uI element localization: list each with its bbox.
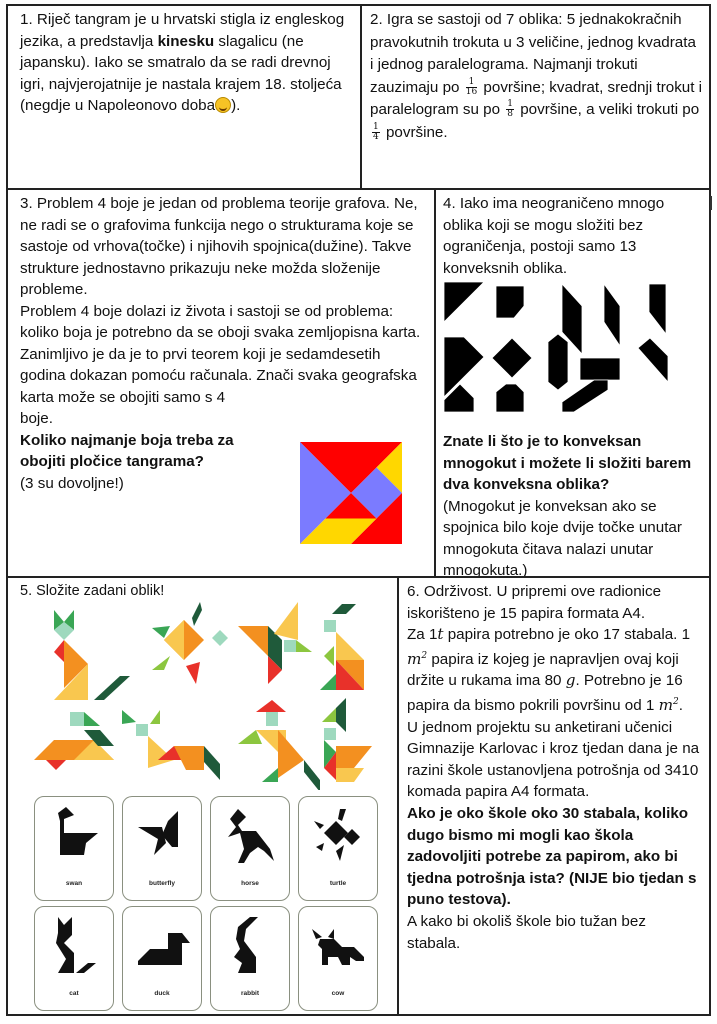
cell-build-shapes [6,576,399,1016]
colored-swan [322,698,372,782]
cell2-part1: 2. Igra se sastoji od 7 oblika: 5 jednakokračnih pravokutnih trokuta u 3 veličine, jednog kvadrata i jednog paralelograma. Najmanji trokuti zauzimaju po [370,11,696,96]
card-horse [210,796,290,901]
convex-shape-8 [548,334,568,390]
fraction-one-quarter [372,123,380,142]
colored-bird-2 [238,700,320,790]
tangram-three-color-image [300,442,402,544]
smiley-emoji-icon [215,97,231,113]
cell3-question-line2: obojiti pločice tangrama? [20,453,204,470]
colored-fox [122,710,220,780]
cell6-bold-question: Ako je oko škole oko 30 stabala, koliko dugo bismo mi mogli kao škola zadovoljiti potrebe za papirom, ako bi tjedna potrošnja ista? (NIJE bio tjedan s puno testova). [407,805,697,909]
cell4-question [443,431,703,496]
cell4-explanation: (Mnogokut je konveksan ako se spojnica bilo koje dvije točke unutar mnogokuta čitava nalazi unutar mnogokuta.) [443,497,682,579]
unit-exponent: 2 [421,650,428,661]
cell3-answer: (3 su dovoljne!) [20,474,124,492]
card-label-duck: duck [154,989,170,997]
duck-silhouette-icon [132,913,192,983]
frac2-numerator: 1 [507,99,513,110]
frac3-numerator: 1 [373,121,379,132]
cell4-question-text: Znate li što je to konveksan mnogokut i možete li složiti barem dva konveksna oblika? [443,433,692,493]
unit-tonne: t [437,625,444,644]
cell-tangram-origin [6,4,362,190]
rabbit-silhouette-icon [220,913,280,983]
unit-m-2: m [658,696,673,715]
frac3-denominator: 4 [373,131,379,142]
convex-shape-2 [496,286,524,318]
cell6-line-d: . Potrebno je 16 papira da bismo pokrili površinu od 1 [407,672,683,715]
cell6-line-c: papira iz kojeg je napravljen ovaj koji držite u rukama ima 80 [407,650,679,690]
cow-silhouette-icon [308,913,368,983]
cell1-text-end: ). [231,97,241,114]
frac1-numerator: 1 [466,78,477,88]
unit-m: m [407,649,422,668]
card-label-butterfly: butterfly [149,879,175,887]
convex-shape-1 [444,282,484,322]
cell3-question-line1: Koliko najmanje boja treba za [20,431,234,449]
cell3-paragraph1: 3. Problem 4 boje je jedan od problema teorije grafova. Ne, ne radi se o grafovima funkcija nego o strukturama koje se sastoje od vrhova(točke) i njihovih spojnica(dužine). Takve strukture jednostavno prikazuju neke možda složenije probleme. [20,195,418,298]
cell1-text-cont: slagalicu (ne japansku). Iako se smatralo da se radi drevnoj igri, najvjerojatnije je nastala krajem 18. stoljeća (negdje u Napoleonovo doba [20,32,342,114]
cell4-intro: 4. Iako ima neograničeno mnogo oblika koji se mogu složiti bez ograničenja, postoji samo 13 konveksnih oblika. [443,195,665,277]
colored-rabbit [320,604,364,690]
cell3-paragraph2c: boje. [20,410,53,427]
fraction-one-eighth [506,100,514,119]
unit-gram: g [565,671,576,690]
convex-shape-5 [649,284,666,334]
card-label-rabbit: rabbit [240,989,260,997]
frac2-denominator: 8 [507,109,513,120]
colored-bird [238,602,312,684]
divider-mark [710,196,712,210]
cell2-part3: površine, a veliki trokuti po [520,101,700,118]
butterfly-silhouette-icon [132,803,192,873]
convex-shape-7 [492,338,532,378]
cell5-title: 5. Složite zadani oblik! [20,583,165,599]
colored-cat [54,610,130,700]
frac1-denominator: 16 [465,86,478,97]
card-label-swan: swan [65,879,83,887]
cell-convex-shapes [434,188,711,578]
cell-four-color-problem [6,188,436,578]
convex-shape-9 [580,358,620,380]
cell3-paragraph2b: karta može se obojiti samo s 4 [20,388,226,406]
unit-square-metre-2 [659,696,679,714]
card-swan [34,796,114,901]
colored-duck [34,712,114,770]
cell-sustainability [397,576,711,1016]
card-butterfly [122,796,202,901]
cell6-closing: A kako bi okoliš škole bio tužan bez stabala. [407,913,646,952]
card-label-cow: cow [331,989,345,997]
cat-silhouette-icon [44,913,104,983]
cell6-line-b-pre: Za 1 [407,626,438,644]
card-cow [298,906,378,1011]
colored-tangram-animals-image [24,600,384,790]
cell1-text: 1. Riječ tangram je u hrvatski stigla iz engleskog jezika, a predstavlja [20,11,345,50]
cell-tangram-pieces [360,4,711,190]
unit-exponent-2: 2 [672,697,679,708]
cell6-line-b-post: papira potrebno je oko 17 stabala. 1 [443,626,691,644]
fraction-one-sixteenth [466,78,477,97]
convex-shape-10 [638,338,668,382]
cell2-part2: površine; kvadrat, srednji trokut i paralelogram su po [370,78,703,118]
cell3-paragraph2: Problem 4 boje dolazi iz života i sastoji se od problema: koliko boja je potrebno da se oboji svaka zemljopisna karta. Zanimljivo je da je to prvi teorem koji je sedamdesetih godina dokazan pomoću računala. Znači svaka geografska [20,302,421,384]
swan-silhouette-icon [44,803,104,873]
cell6-line-a: 6. Održivost. U pripremi ove radionice iskorišteno je 15 papira formata A4. [407,583,662,622]
card-cat [34,906,114,1011]
cell6-line-d-end: . [678,697,683,715]
colored-turtle [152,602,228,684]
card-rabbit [210,906,290,1011]
cell2-part4: površine. [385,123,448,141]
horse-silhouette-icon [220,803,280,873]
convex-shape-4 [604,284,620,346]
turtle-silhouette-icon [308,803,368,873]
cell1-bold-kinesku: kinesku [157,32,215,50]
card-label-cat: cat [69,989,79,997]
card-label-turtle: turtle [329,879,347,887]
card-duck [122,906,202,1011]
unit-square-metre [407,650,427,668]
cell6-line-e: U jednom projektu su anketirani učenici Gimnazije Karlovac i kroz tjedan dana je na razini škole ustanovljena potrošnja od 3410 komada papira A4 formata. [407,718,700,801]
convex-shape-12 [496,384,524,412]
convex-shapes-image [444,282,702,424]
card-label-horse: horse [241,879,259,887]
card-turtle [298,796,378,901]
convex-shape-13 [562,380,608,412]
